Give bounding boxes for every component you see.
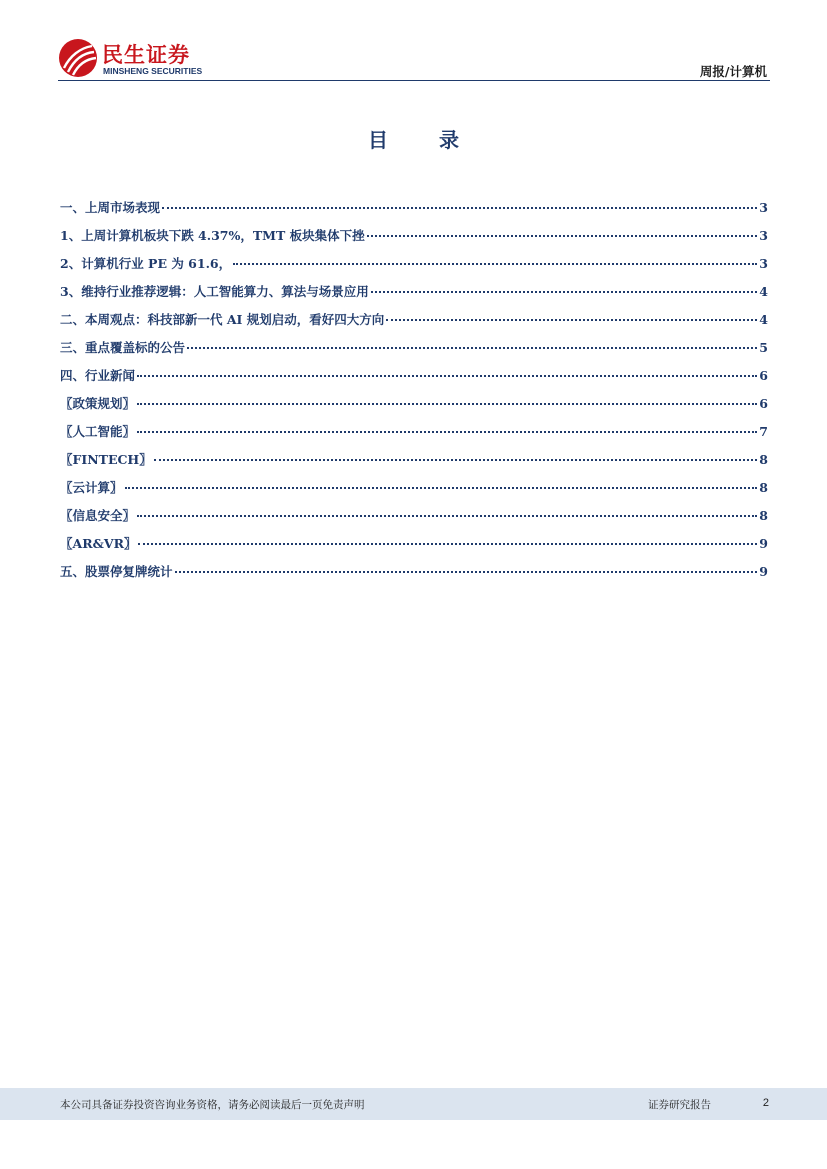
- toc-list: [60, 198, 768, 590]
- toc-leader-dots: [187, 347, 757, 349]
- toc-entry-page: 8: [759, 480, 768, 495]
- toc-entry-page: 5: [759, 340, 768, 355]
- toc-entry-page: 8: [759, 508, 768, 523]
- toc-entry[interactable]: [60, 254, 768, 282]
- toc-leader-dots: [371, 291, 758, 293]
- logo-chinese-name: 民生证券: [102, 43, 190, 67]
- toc-entry[interactable]: [60, 310, 768, 338]
- toc-entry[interactable]: [60, 478, 768, 506]
- toc-entry-label: 〖信息安全〗: [60, 508, 136, 523]
- toc-leader-dots: [233, 263, 757, 265]
- header-divider: [58, 80, 770, 81]
- minsheng-logo-icon: [58, 38, 98, 78]
- toc-entry-page: 3: [759, 228, 768, 243]
- toc-entry-page: 3: [759, 200, 768, 215]
- toc-entry-label: 一、上周市场表现: [60, 200, 161, 215]
- toc-entry-page: 4: [759, 284, 768, 299]
- toc-entry-label: 3、维持行业推荐逻辑：人工智能算力、算法与场景应用: [60, 284, 369, 299]
- header-report-type: 周报/计算机: [699, 64, 767, 79]
- toc-entry[interactable]: [60, 366, 768, 394]
- toc-entry-label: 五、股票停复牌统计: [60, 564, 173, 579]
- toc-entry[interactable]: [60, 394, 768, 422]
- toc-entry-page: 3: [759, 256, 768, 271]
- toc-leader-dots: [154, 459, 758, 461]
- page-footer: [0, 1088, 827, 1120]
- toc-entry-page: 9: [759, 536, 768, 551]
- toc-entry[interactable]: [60, 338, 768, 366]
- toc-entry-label: 四、行业新闻: [60, 368, 136, 383]
- company-logo: [58, 38, 218, 80]
- toc-entry-page: 8: [759, 452, 768, 467]
- toc-entry-page: 9: [759, 564, 768, 579]
- toc-entry[interactable]: [60, 282, 768, 310]
- toc-entry[interactable]: [60, 422, 768, 450]
- toc-leader-dots: [138, 543, 757, 545]
- toc-entry-label: 〖人工智能〗: [60, 424, 136, 439]
- toc-entry-page: 4: [759, 312, 768, 327]
- toc-leader-dots: [175, 571, 758, 573]
- toc-leader-dots: [162, 207, 757, 209]
- footer-disclaimer: 本公司具备证券投资咨询业务资格，请务必阅读最后一页免责声明: [60, 1099, 365, 1111]
- footer-page-number: 2: [762, 1097, 769, 1109]
- toc-leader-dots: [137, 403, 757, 405]
- toc-entry-label: 〖AR&VR〗: [60, 536, 137, 551]
- toc-entry-label: 2、计算机行业 PE 为 61.6，: [60, 256, 232, 271]
- toc-leader-dots: [386, 319, 757, 321]
- toc-entry[interactable]: [60, 506, 768, 534]
- toc-entry-label: 〖云计算〗: [60, 480, 123, 495]
- toc-title: 目 录: [368, 128, 481, 152]
- toc-entry-page: 6: [759, 396, 768, 411]
- toc-leader-dots: [137, 375, 757, 377]
- toc-entry[interactable]: [60, 450, 768, 478]
- page-header: [0, 0, 827, 90]
- toc-entry-label: 三、重点覆盖标的公告: [60, 340, 186, 355]
- footer-report-type: 证券研究报告: [648, 1099, 711, 1111]
- toc-entry[interactable]: [60, 534, 768, 562]
- toc-leader-dots: [137, 431, 757, 433]
- toc-entry-label: 1、上周计算机板块下跌 4.37%，TMT 板块集体下挫: [60, 228, 365, 243]
- toc-entry-label: 〖政策规划〗: [60, 396, 136, 411]
- toc-entry[interactable]: [60, 226, 768, 254]
- toc-entry-label: 二、本周观点：科技部新一代 AI 规划启动，看好四大方向: [60, 312, 385, 327]
- toc-entry[interactable]: [60, 198, 768, 226]
- toc-entry[interactable]: [60, 562, 768, 590]
- toc-leader-dots: [137, 515, 757, 517]
- toc-entry-page: 7: [759, 424, 768, 439]
- toc-entry-label: 〖FINTECH〗: [60, 452, 152, 467]
- toc-leader-dots: [125, 487, 758, 489]
- toc-entry-page: 6: [759, 368, 768, 383]
- toc-leader-dots: [367, 235, 758, 237]
- logo-english-name: MINSHENG SECURITIES: [103, 66, 203, 76]
